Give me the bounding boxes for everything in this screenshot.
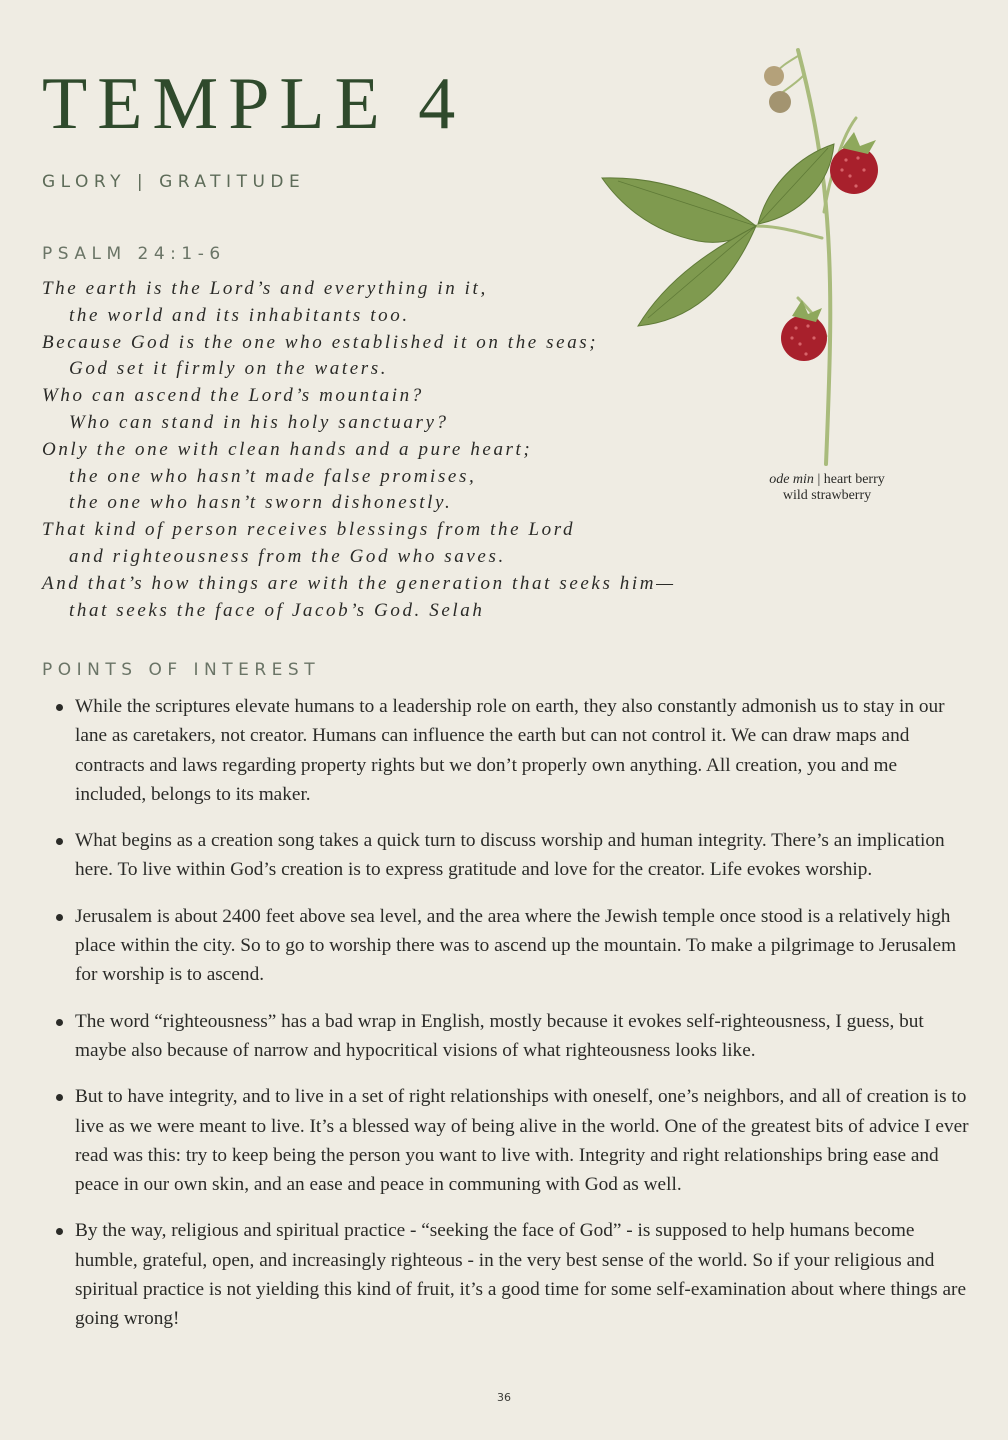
psalm-line: that seeks the face of Jacob’s God. Selah: [69, 599, 485, 621]
psalm-line: And that’s how things are with the generation that seeks him—: [42, 572, 676, 594]
psalm-reference-heading: PSALM 24:1-6: [42, 244, 226, 264]
point-item: While the scriptures elevate humans to a leadership role on earth, they also constantly admonish us to stay in our lane as caretakers, not creator. Humans can influence the earth but can not control it. We can draw maps and contracts and laws regarding property rights but we don’t properly own anything. All creation, you and me included, belongs to its maker.: [75, 692, 970, 809]
psalm-text: [42, 276, 676, 624]
psalm-line: the one who hasn’t sworn dishonestly.: [69, 492, 453, 514]
psalm-line: Who can stand in his holy sanctuary?: [69, 411, 449, 433]
caption-line2: wild strawberry: [782, 488, 872, 503]
point-item: By the way, religious and spiritual practice - “seeking the face of God” - is supposed to help humans become humble, grateful, open, and increasingly righteous - in the very best sense of the world. So if your religious and spiritual practice is not yielding this kind of fruit, it’s a good time for some self-examination about where things are going wrong!: [75, 1216, 970, 1333]
point-item: But to have integrity, and to live in a set of right relationships with oneself, one’s neighbors, and all of creation is to live as we were meant to live. It’s a blessed way of being alive in the world. One of the greatest bits of advice I ever read was this: try to keep being the person you want to live with. Integrity and right relationships bring ease and peace in our own skin, and an ease and peace in communing with God as well.: [75, 1082, 970, 1199]
psalm-line: Because God is the one who established it on the seas;: [42, 331, 599, 353]
psalm-line: The earth is the Lord’s and everything in it,: [42, 278, 488, 299]
psalm-line: the world and its inhabitants too.: [69, 304, 410, 326]
point-item: The word “righteousness” has a bad wrap in English, mostly because it evokes self-righteousness, I guess, but maybe also because of narrow and hypocritical visions of what righteousness looks like.: [75, 1007, 970, 1066]
points-list: [75, 692, 970, 1351]
psalm-line: Who can ascend the Lord’s mountain?: [42, 385, 424, 407]
caption-italic: ode min: [769, 472, 814, 487]
page-subtitle: GLORY | GRATITUDE: [42, 172, 306, 192]
psalm-line: That kind of person receives blessings from the Lord: [42, 519, 576, 541]
illustration-caption: [752, 472, 902, 504]
psalm-line: and righteousness from the God who saves.: [69, 545, 506, 567]
psalm-line: God set it firmly on the waters.: [69, 358, 389, 380]
point-item: What begins as a creation song takes a quick turn to discuss worship and human integrity. There’s an implication here. To live within God’s creation is to express gratitude and love for the creator. Life evokes worship.: [75, 826, 970, 885]
point-item: Jerusalem is about 2400 feet above sea level, and the area where the Jewish temple once stood is a relatively high place within the city. So to go to worship there was to ascend up the mountain. To make a pilgrimage to Jerusalem for worship is to ascend.: [75, 902, 970, 990]
caption-rest: | heart berry: [813, 472, 885, 487]
points-of-interest-heading: POINTS OF INTEREST: [42, 660, 321, 680]
psalm-line: Only the one with clean hands and a pure heart;: [42, 438, 533, 460]
psalm-line: the one who hasn’t made false promises,: [69, 465, 477, 487]
page-number: 36: [497, 1391, 511, 1404]
wild-strawberry-plant-icon: [598, 36, 898, 468]
page-title: TEMPLE 4: [42, 63, 466, 145]
